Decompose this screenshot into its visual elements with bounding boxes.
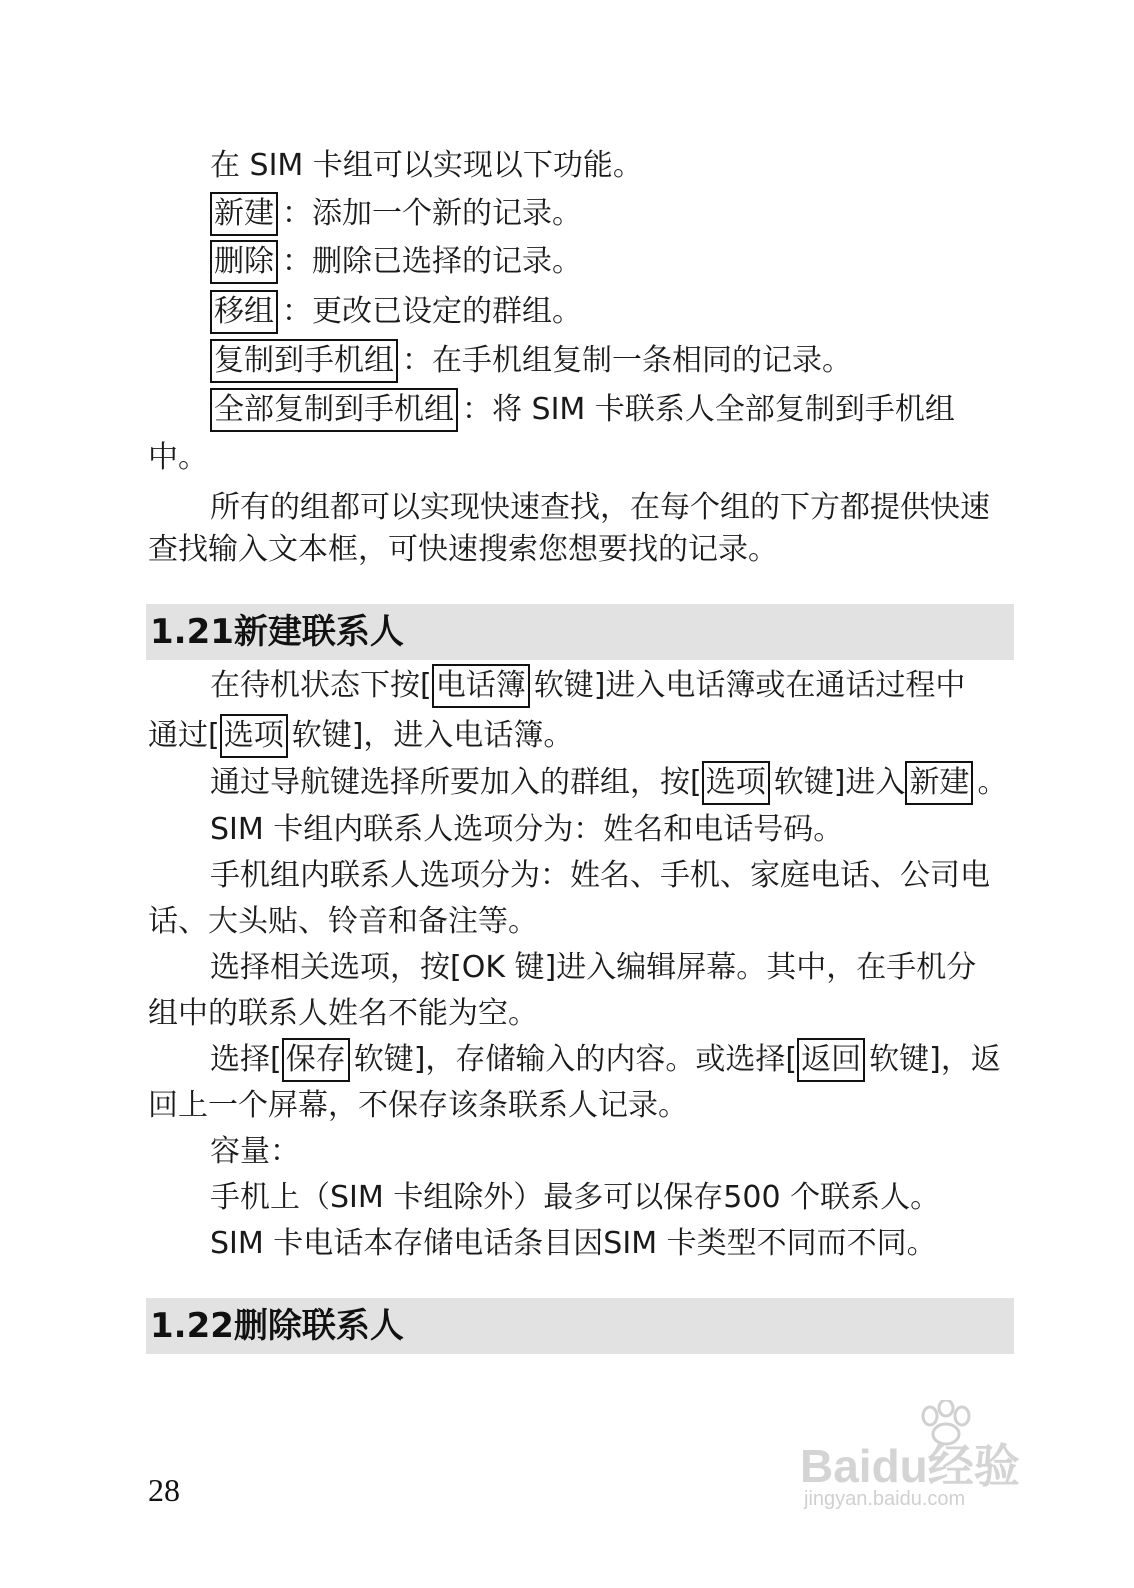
- function-item-copy-all: [210, 386, 1028, 434]
- softkey-label: 返回: [797, 1038, 865, 1082]
- text-run: 软键]，存储输入的内容。或选择[: [353, 1042, 798, 1077]
- function-label: 全部复制到手机组: [210, 388, 458, 432]
- text-run: 软键]进入: [773, 765, 906, 800]
- function-item-move-group: [210, 288, 1028, 336]
- function-label: 复制到手机组: [210, 339, 398, 383]
- s121-p6a: 选择相关选项，按[OK 键]进入编辑屏幕。其中，在手机分: [210, 950, 977, 985]
- function-label: 删除: [210, 240, 278, 284]
- softkey-label: 新建: [905, 761, 973, 805]
- s121-p6b: 组中的联系人姓名不能为空。: [148, 996, 538, 1031]
- text-run: 通过[: [148, 718, 220, 753]
- text-run: 软键]进入电话簿或在通话过程中: [533, 668, 966, 703]
- function-desc: ：将 SIM 卡联系人全部复制到手机组: [462, 392, 955, 427]
- capacity-line1: 手机上（SIM 卡组除外）最多可以保存500 个联系人。: [210, 1180, 941, 1215]
- search-paragraph-line1: 所有的组都可以实现快速查找，在每个组的下方都提供快速: [210, 490, 990, 525]
- s121-p7d: 回上一个屏幕，不保存该条联系人记录。: [148, 1088, 688, 1123]
- capacity-line2: SIM 卡电话本存储电话条目因SIM 卡类型不同而不同。: [210, 1226, 937, 1261]
- function-item-copy: [210, 337, 1028, 385]
- text-run: 。: [977, 765, 1008, 800]
- search-paragraph-line2: 查找输入文本框，可快速搜索您想要找的记录。: [148, 532, 778, 567]
- softkey-label: 保存: [282, 1038, 350, 1082]
- softkey-label: 选项: [220, 714, 288, 758]
- section-heading-1-21: 1.21新建联系人: [150, 612, 404, 652]
- text-run: 软键]，进入电话簿。: [291, 718, 574, 753]
- function-desc: ：删除已选择的记录。: [282, 244, 582, 279]
- watermark-brand: Baidu经验: [800, 1440, 1020, 1492]
- function-desc: ：更改已设定的群组。: [282, 294, 582, 329]
- function-desc: ：在手机组复制一条相同的记录。: [402, 343, 852, 378]
- text-run: 在待机状态下按[: [210, 668, 432, 703]
- page-number: 28: [148, 1472, 180, 1508]
- s121-p1: [210, 662, 1028, 710]
- softkey-label: 电话簿: [432, 664, 530, 708]
- softkey-label: 选项: [702, 761, 770, 805]
- capacity-label: 容量：: [210, 1134, 300, 1169]
- text-run: 软键]，返: [869, 1042, 1001, 1077]
- s121-p3: [210, 759, 1028, 807]
- function-desc: ：添加一个新的记录。: [282, 196, 582, 231]
- s121-p5a: 手机组内联系人选项分为：姓名、手机、家庭电话、公司电: [210, 858, 990, 893]
- s121-p7: [210, 1036, 1028, 1084]
- functions-tail: 中。: [148, 440, 208, 475]
- intro-text: 在 SIM 卡组可以实现以下功能。: [210, 148, 643, 183]
- function-label: 移组: [210, 290, 278, 334]
- baidu-watermark: [800, 1400, 1050, 1520]
- text-run: 选择[: [210, 1042, 282, 1077]
- function-item-delete: [210, 238, 1028, 286]
- text-run: 通过导航键选择所要加入的群组，按[: [210, 765, 702, 800]
- s121-p2: [148, 712, 1028, 760]
- function-item-new: [210, 190, 1028, 238]
- s121-p4: SIM 卡组内联系人选项分为：姓名和电话号码。: [210, 812, 844, 847]
- watermark-url: jingyan.baidu.com: [804, 1488, 966, 1510]
- function-label: 新建: [210, 192, 278, 236]
- s121-p5b: 话、大头贴、铃音和备注等。: [148, 904, 538, 939]
- section-heading-1-22: 1.22删除联系人: [150, 1306, 404, 1346]
